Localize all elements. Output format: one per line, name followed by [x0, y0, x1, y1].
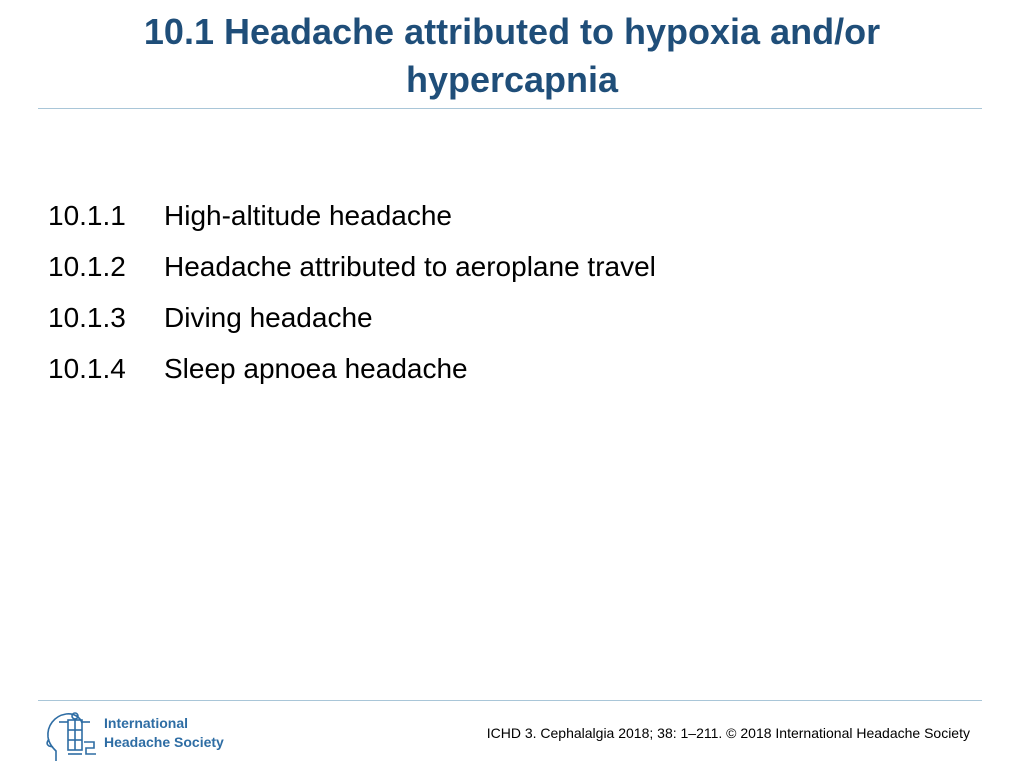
subtype-list — [48, 190, 656, 394]
item-code: 10.1.1 — [48, 199, 126, 231]
list-item — [48, 241, 656, 292]
title-divider — [38, 108, 982, 109]
logo-line-2: Headache Society — [104, 734, 224, 750]
item-label: High-altitude headache — [164, 199, 452, 231]
item-code: 10.1.3 — [48, 301, 126, 333]
item-label: Headache attributed to aeroplane travel — [164, 250, 656, 282]
list-item — [48, 190, 656, 241]
logo-line-1: International — [104, 715, 189, 731]
item-label: Sleep apnoea headache — [164, 352, 468, 384]
footer-divider — [38, 700, 982, 701]
item-label: Diving headache — [164, 301, 373, 333]
ihs-logo-icon — [44, 708, 100, 764]
item-code: 10.1.4 — [48, 352, 126, 384]
ihs-logo — [44, 708, 234, 764]
footer-citation: ICHD 3. Cephalalgia 2018; 38: 1–211. © 2018 International Headache Society — [486, 725, 970, 741]
list-item — [48, 292, 656, 343]
list-item — [48, 343, 656, 394]
item-code: 10.1.2 — [48, 250, 126, 282]
page-title: 10.1 Headache attributed to hypoxia and/or hypercapnia — [143, 11, 881, 100]
